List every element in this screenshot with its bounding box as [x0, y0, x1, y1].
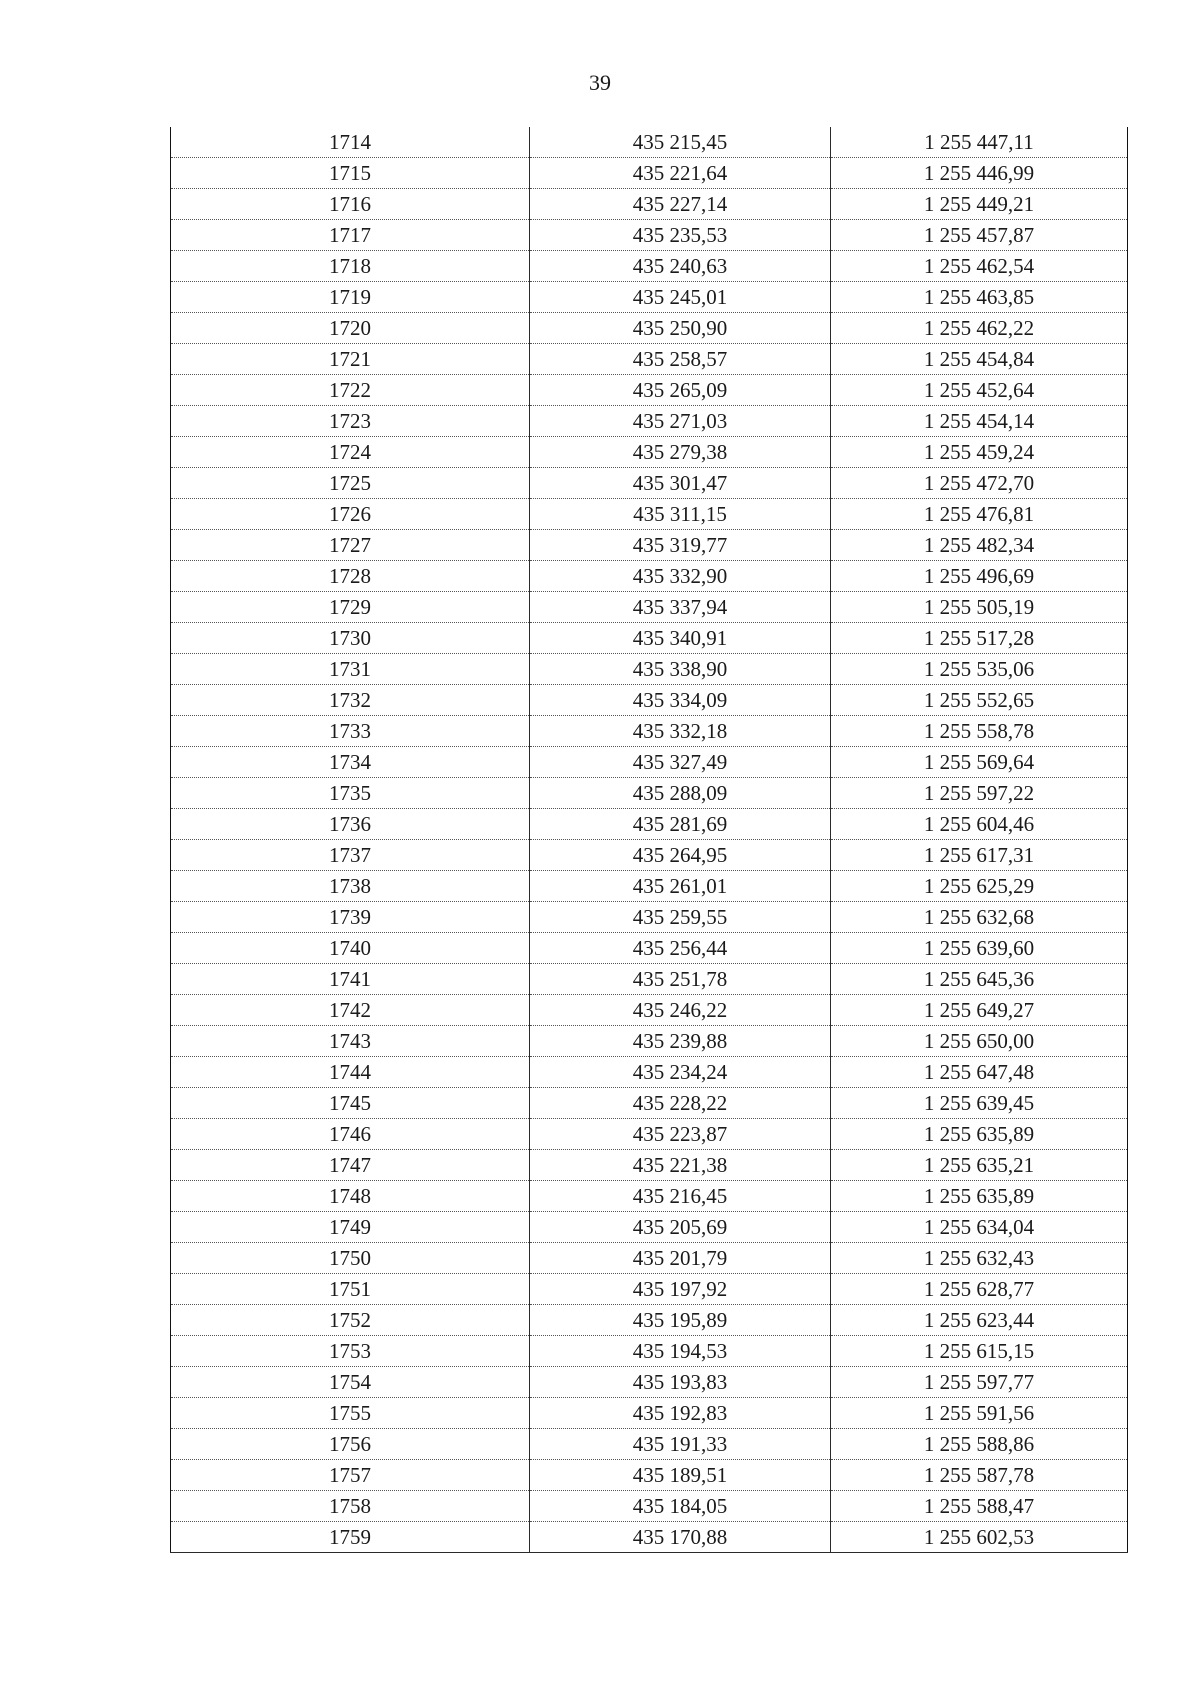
x-coordinate-cell: 435 221,64 [530, 158, 831, 189]
table-row [171, 437, 1128, 468]
x-coordinate-cell: 435 245,01 [530, 282, 831, 313]
x-coordinate-cell: 435 240,63 [530, 251, 831, 282]
table-row [171, 654, 1128, 685]
y-coordinate-cell: 1 255 517,28 [831, 623, 1128, 654]
y-coordinate-cell: 1 255 597,77 [831, 1367, 1128, 1398]
point-number-cell: 1718 [171, 251, 530, 282]
table-row [171, 592, 1128, 623]
point-number-cell: 1738 [171, 871, 530, 902]
y-coordinate-cell: 1 255 482,34 [831, 530, 1128, 561]
x-coordinate-cell: 435 338,90 [530, 654, 831, 685]
point-number-cell: 1752 [171, 1305, 530, 1336]
table-row [171, 561, 1128, 592]
y-coordinate-cell: 1 255 588,86 [831, 1429, 1128, 1460]
x-coordinate-cell: 435 205,69 [530, 1212, 831, 1243]
y-coordinate-cell: 1 255 587,78 [831, 1460, 1128, 1491]
x-coordinate-cell: 435 256,44 [530, 933, 831, 964]
y-coordinate-cell: 1 255 446,99 [831, 158, 1128, 189]
y-coordinate-cell: 1 255 454,84 [831, 344, 1128, 375]
table-row [171, 1274, 1128, 1305]
y-coordinate-cell: 1 255 457,87 [831, 220, 1128, 251]
point-number-cell: 1728 [171, 561, 530, 592]
table-row [171, 1150, 1128, 1181]
point-number-cell: 1734 [171, 747, 530, 778]
y-coordinate-cell: 1 255 552,65 [831, 685, 1128, 716]
table-row [171, 406, 1128, 437]
point-number-cell: 1722 [171, 375, 530, 406]
x-coordinate-cell: 435 279,38 [530, 437, 831, 468]
point-number-cell: 1730 [171, 623, 530, 654]
x-coordinate-cell: 435 337,94 [530, 592, 831, 623]
y-coordinate-cell: 1 255 472,70 [831, 468, 1128, 499]
table-row [171, 995, 1128, 1026]
table-row [171, 1119, 1128, 1150]
y-coordinate-cell: 1 255 635,89 [831, 1181, 1128, 1212]
x-coordinate-cell: 435 184,05 [530, 1491, 831, 1522]
table-row [171, 375, 1128, 406]
table-row [171, 313, 1128, 344]
x-coordinate-cell: 435 195,89 [530, 1305, 831, 1336]
y-coordinate-cell: 1 255 454,14 [831, 406, 1128, 437]
table-row [171, 716, 1128, 747]
x-coordinate-cell: 435 265,09 [530, 375, 831, 406]
point-number-cell: 1742 [171, 995, 530, 1026]
point-number-cell: 1757 [171, 1460, 530, 1491]
point-number-cell: 1736 [171, 809, 530, 840]
x-coordinate-cell: 435 191,33 [530, 1429, 831, 1460]
table-row [171, 1460, 1128, 1491]
point-number-cell: 1717 [171, 220, 530, 251]
y-coordinate-cell: 1 255 628,77 [831, 1274, 1128, 1305]
table-row [171, 127, 1128, 158]
point-number-cell: 1727 [171, 530, 530, 561]
y-coordinate-cell: 1 255 597,22 [831, 778, 1128, 809]
y-coordinate-cell: 1 255 625,29 [831, 871, 1128, 902]
table-row [171, 468, 1128, 499]
table-row [171, 530, 1128, 561]
table-row [171, 220, 1128, 251]
point-number-cell: 1715 [171, 158, 530, 189]
point-number-cell: 1756 [171, 1429, 530, 1460]
x-coordinate-cell: 435 189,51 [530, 1460, 831, 1491]
x-coordinate-cell: 435 281,69 [530, 809, 831, 840]
y-coordinate-cell: 1 255 602,53 [831, 1522, 1128, 1553]
y-coordinate-cell: 1 255 632,68 [831, 902, 1128, 933]
y-coordinate-cell: 1 255 634,04 [831, 1212, 1128, 1243]
point-number-cell: 1732 [171, 685, 530, 716]
table-row [171, 158, 1128, 189]
table-row [171, 1336, 1128, 1367]
point-number-cell: 1745 [171, 1088, 530, 1119]
point-number-cell: 1729 [171, 592, 530, 623]
table-row [171, 1181, 1128, 1212]
x-coordinate-cell: 435 246,22 [530, 995, 831, 1026]
x-coordinate-cell: 435 194,53 [530, 1336, 831, 1367]
y-coordinate-cell: 1 255 649,27 [831, 995, 1128, 1026]
point-number-cell: 1725 [171, 468, 530, 499]
x-coordinate-cell: 435 234,24 [530, 1057, 831, 1088]
y-coordinate-cell: 1 255 449,21 [831, 189, 1128, 220]
y-coordinate-cell: 1 255 617,31 [831, 840, 1128, 871]
y-coordinate-cell: 1 255 632,43 [831, 1243, 1128, 1274]
point-number-cell: 1719 [171, 282, 530, 313]
table-row [171, 1057, 1128, 1088]
table-row [171, 251, 1128, 282]
y-coordinate-cell: 1 255 569,64 [831, 747, 1128, 778]
point-number-cell: 1747 [171, 1150, 530, 1181]
y-coordinate-cell: 1 255 635,21 [831, 1150, 1128, 1181]
y-coordinate-cell: 1 255 447,11 [831, 127, 1128, 158]
coordinates-table-body [171, 127, 1128, 1553]
point-number-cell: 1749 [171, 1212, 530, 1243]
x-coordinate-cell: 435 239,88 [530, 1026, 831, 1057]
y-coordinate-cell: 1 255 647,48 [831, 1057, 1128, 1088]
x-coordinate-cell: 435 340,91 [530, 623, 831, 654]
x-coordinate-cell: 435 216,45 [530, 1181, 831, 1212]
table-row [171, 1243, 1128, 1274]
table-row [171, 747, 1128, 778]
y-coordinate-cell: 1 255 476,81 [831, 499, 1128, 530]
x-coordinate-cell: 435 192,83 [530, 1398, 831, 1429]
y-coordinate-cell: 1 255 591,56 [831, 1398, 1128, 1429]
point-number-cell: 1740 [171, 933, 530, 964]
table-row [171, 282, 1128, 313]
x-coordinate-cell: 435 250,90 [530, 313, 831, 344]
point-number-cell: 1716 [171, 189, 530, 220]
y-coordinate-cell: 1 255 650,00 [831, 1026, 1128, 1057]
point-number-cell: 1743 [171, 1026, 530, 1057]
table-row [171, 1088, 1128, 1119]
x-coordinate-cell: 435 251,78 [530, 964, 831, 995]
point-number-cell: 1759 [171, 1522, 530, 1553]
table-row [171, 902, 1128, 933]
x-coordinate-cell: 435 327,49 [530, 747, 831, 778]
y-coordinate-cell: 1 255 635,89 [831, 1119, 1128, 1150]
y-coordinate-cell: 1 255 604,46 [831, 809, 1128, 840]
table-row [171, 189, 1128, 220]
x-coordinate-cell: 435 334,09 [530, 685, 831, 716]
coordinates-table [170, 127, 1128, 1553]
point-number-cell: 1739 [171, 902, 530, 933]
y-coordinate-cell: 1 255 645,36 [831, 964, 1128, 995]
x-coordinate-cell: 435 319,77 [530, 530, 831, 561]
point-number-cell: 1751 [171, 1274, 530, 1305]
y-coordinate-cell: 1 255 496,69 [831, 561, 1128, 592]
table-row [171, 840, 1128, 871]
y-coordinate-cell: 1 255 459,24 [831, 437, 1128, 468]
x-coordinate-cell: 435 301,47 [530, 468, 831, 499]
point-number-cell: 1733 [171, 716, 530, 747]
table-row [171, 871, 1128, 902]
table-row [171, 344, 1128, 375]
point-number-cell: 1755 [171, 1398, 530, 1429]
y-coordinate-cell: 1 255 558,78 [831, 716, 1128, 747]
point-number-cell: 1753 [171, 1336, 530, 1367]
x-coordinate-cell: 435 193,83 [530, 1367, 831, 1398]
point-number-cell: 1723 [171, 406, 530, 437]
x-coordinate-cell: 435 197,92 [530, 1274, 831, 1305]
table-row [171, 1522, 1128, 1553]
point-number-cell: 1746 [171, 1119, 530, 1150]
x-coordinate-cell: 435 201,79 [530, 1243, 831, 1274]
table-row [171, 685, 1128, 716]
point-number-cell: 1758 [171, 1491, 530, 1522]
table-row [171, 1305, 1128, 1336]
y-coordinate-cell: 1 255 535,06 [831, 654, 1128, 685]
point-number-cell: 1720 [171, 313, 530, 344]
point-number-cell: 1714 [171, 127, 530, 158]
table-row [171, 1212, 1128, 1243]
y-coordinate-cell: 1 255 588,47 [831, 1491, 1128, 1522]
x-coordinate-cell: 435 259,55 [530, 902, 831, 933]
point-number-cell: 1748 [171, 1181, 530, 1212]
point-number-cell: 1737 [171, 840, 530, 871]
table-row [171, 1367, 1128, 1398]
y-coordinate-cell: 1 255 452,64 [831, 375, 1128, 406]
y-coordinate-cell: 1 255 615,15 [831, 1336, 1128, 1367]
y-coordinate-cell: 1 255 505,19 [831, 592, 1128, 623]
point-number-cell: 1726 [171, 499, 530, 530]
y-coordinate-cell: 1 255 462,22 [831, 313, 1128, 344]
y-coordinate-cell: 1 255 639,60 [831, 933, 1128, 964]
y-coordinate-cell: 1 255 463,85 [831, 282, 1128, 313]
x-coordinate-cell: 435 271,03 [530, 406, 831, 437]
point-number-cell: 1731 [171, 654, 530, 685]
table-row [171, 809, 1128, 840]
y-coordinate-cell: 1 255 623,44 [831, 1305, 1128, 1336]
x-coordinate-cell: 435 170,88 [530, 1522, 831, 1553]
x-coordinate-cell: 435 332,90 [530, 561, 831, 592]
page-number: 39 [589, 70, 611, 95]
table-row [171, 623, 1128, 654]
point-number-cell: 1750 [171, 1243, 530, 1274]
table-row [171, 964, 1128, 995]
y-coordinate-cell: 1 255 462,54 [831, 251, 1128, 282]
point-number-cell: 1744 [171, 1057, 530, 1088]
x-coordinate-cell: 435 261,01 [530, 871, 831, 902]
x-coordinate-cell: 435 215,45 [530, 127, 831, 158]
point-number-cell: 1735 [171, 778, 530, 809]
x-coordinate-cell: 435 235,53 [530, 220, 831, 251]
table-row [171, 1429, 1128, 1460]
x-coordinate-cell: 435 332,18 [530, 716, 831, 747]
x-coordinate-cell: 435 227,14 [530, 189, 831, 220]
x-coordinate-cell: 435 258,57 [530, 344, 831, 375]
x-coordinate-cell: 435 221,38 [530, 1150, 831, 1181]
table-row [171, 1026, 1128, 1057]
x-coordinate-cell: 435 311,15 [530, 499, 831, 530]
x-coordinate-cell: 435 264,95 [530, 840, 831, 871]
x-coordinate-cell: 435 223,87 [530, 1119, 831, 1150]
x-coordinate-cell: 435 288,09 [530, 778, 831, 809]
point-number-cell: 1721 [171, 344, 530, 375]
point-number-cell: 1724 [171, 437, 530, 468]
y-coordinate-cell: 1 255 639,45 [831, 1088, 1128, 1119]
point-number-cell: 1741 [171, 964, 530, 995]
table-row [171, 1491, 1128, 1522]
x-coordinate-cell: 435 228,22 [530, 1088, 831, 1119]
table-row [171, 499, 1128, 530]
point-number-cell: 1754 [171, 1367, 530, 1398]
table-row [171, 1398, 1128, 1429]
table-row [171, 933, 1128, 964]
table-row [171, 778, 1128, 809]
